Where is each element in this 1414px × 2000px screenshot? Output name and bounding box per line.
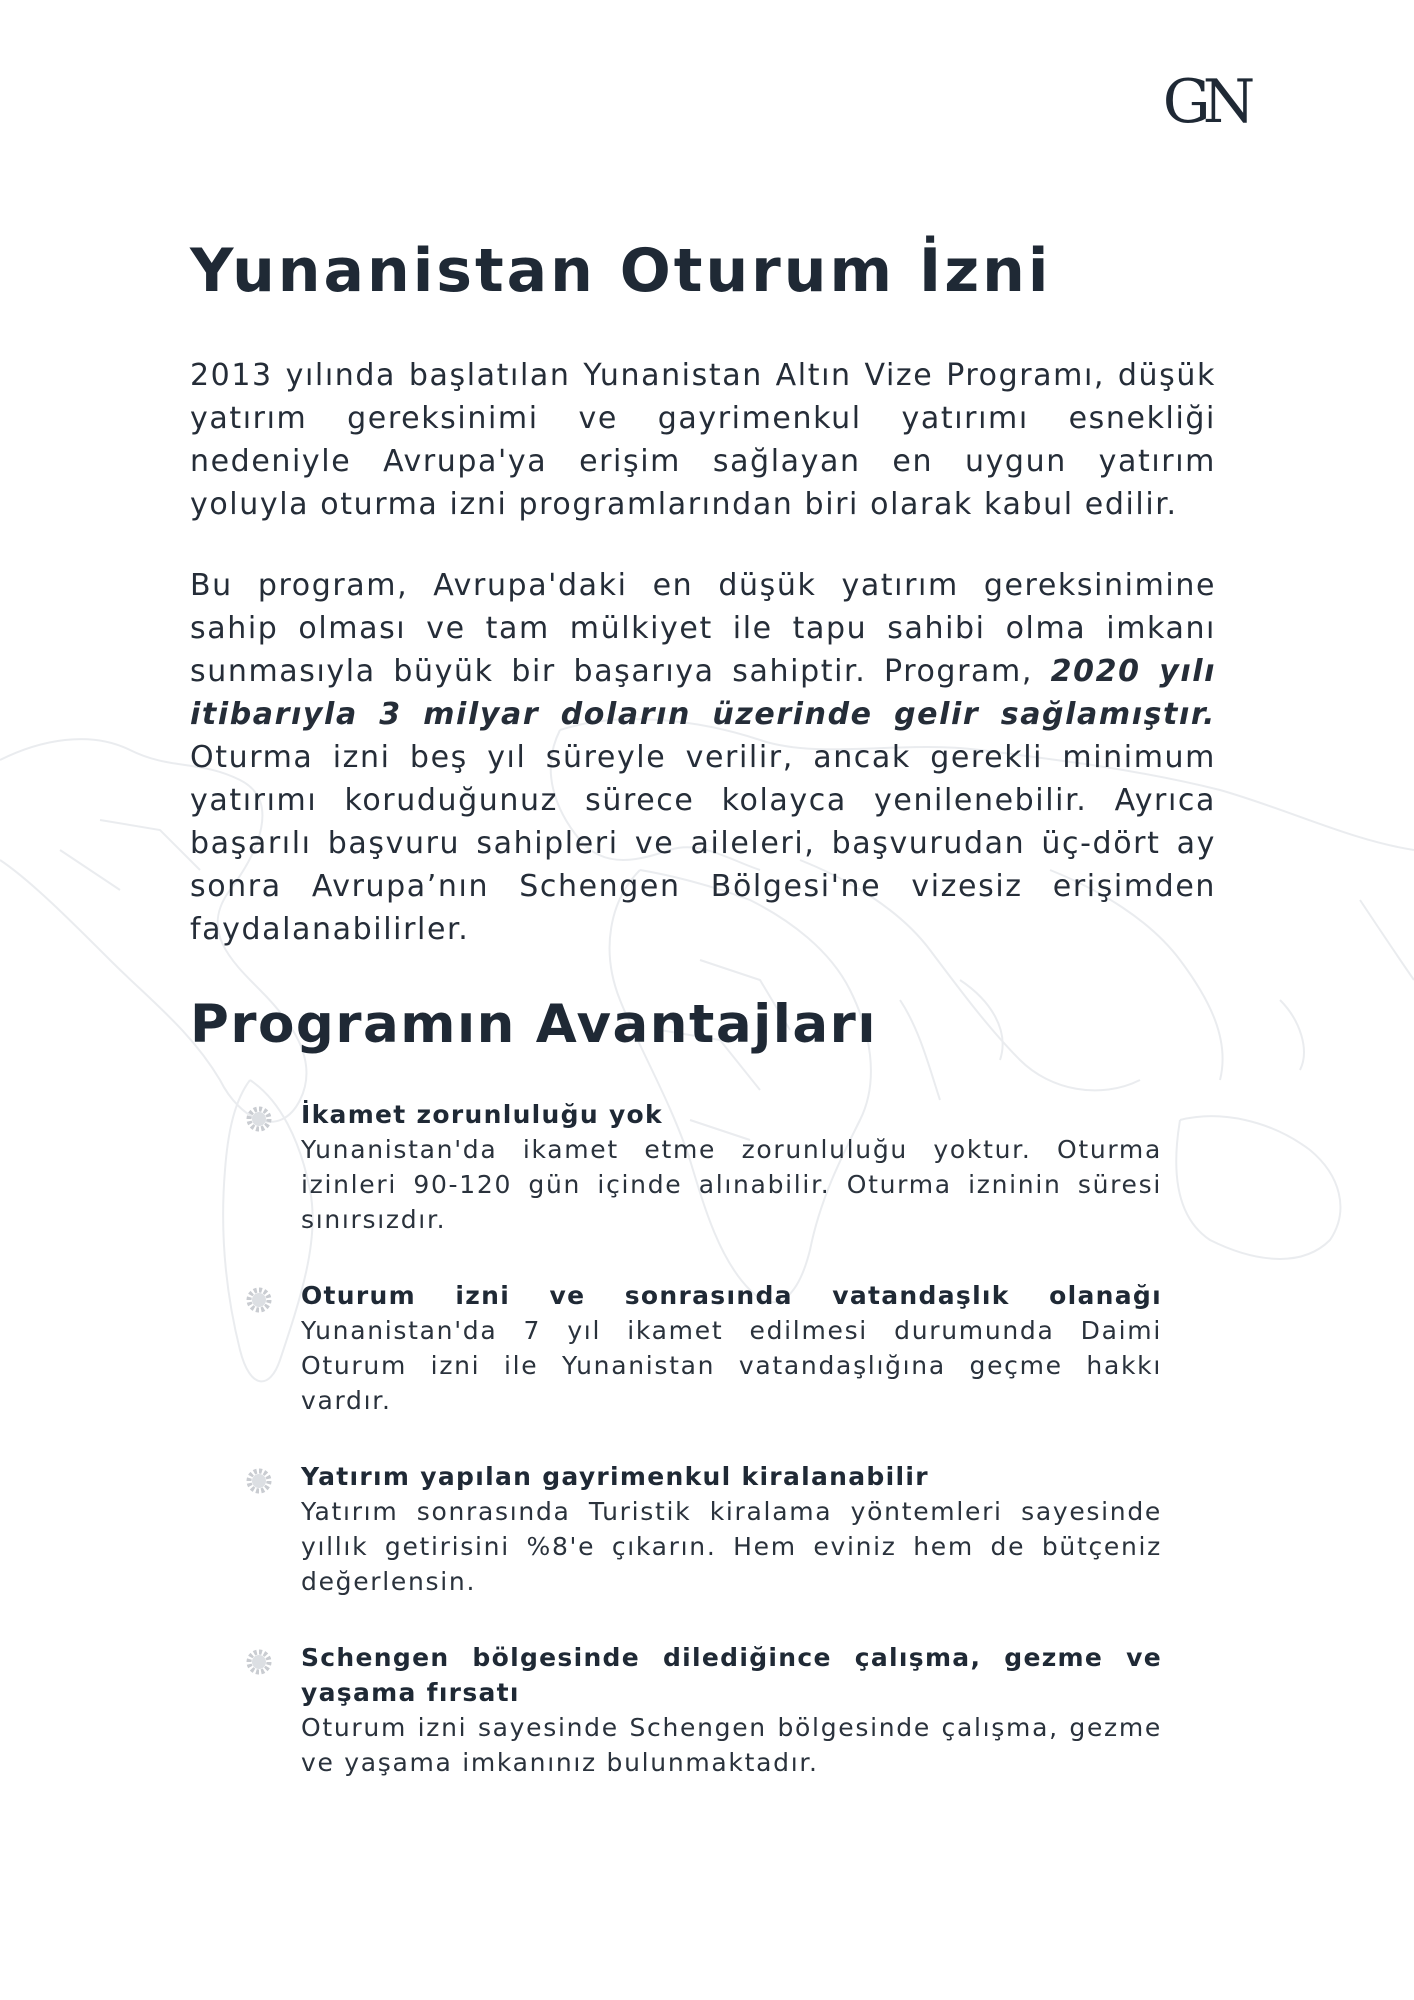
revenue-highlight: 2020 yılı itibarıyla 3 milyar doların üzerinde gelir sağlamıştır.	[190, 654, 1216, 732]
advantage-title: Yatırım yapılan gayrimenkul kiralanabilir	[301, 1462, 929, 1491]
advantages-title: Programın Avantajları	[190, 994, 877, 1055]
advantage-description: Oturum izni sayesinde Schengen bölgesinde çalışma, gezme ve yaşama imkanınız bulunmaktadır.	[301, 1713, 1162, 1777]
gear-bullet-icon	[245, 1648, 273, 1676]
advantage-title: İkamet zorunluluğu yok	[301, 1100, 663, 1129]
page-title: Yunanistan Oturum İzni	[190, 236, 1052, 306]
gear-bullet-icon	[245, 1286, 273, 1314]
advantage-title: Schengen bölgesinde dilediğince çalışma, gezme ve yaşama fırsatı	[301, 1643, 1162, 1707]
gear-bullet-icon	[245, 1467, 273, 1495]
advantage-item-schengen	[245, 1640, 1162, 1780]
advantage-description: Yunanistan'da 7 yıl ikamet edilmesi durumunda Daimi Oturum izni ile Yunanistan vatandaşlığına geçme hakkı vardır.	[301, 1316, 1162, 1415]
advantage-item-no-residency	[245, 1097, 1162, 1237]
gear-bullet-icon	[245, 1105, 273, 1133]
intro-paragraph-2-end: Oturma izni beş yıl süreyle verilir, ancak gerekli minimum yatırımı koruduğunuz sürece kolayca yenilenebilir. Ayrıca başarılı başvuru sahipleri ve aileleri, başvurudan üç-dört ay sonra Avrupa’nın Schengen Bölgesi'ne vizesiz erişimden faydalanabilirler.	[190, 740, 1216, 947]
advantage-item-rentable	[245, 1459, 1162, 1599]
intro-paragraph-2	[190, 564, 1216, 951]
advantage-description: Yatırım sonrasında Turistik kiralama yöntemleri sayesinde yıllık getirisini %8'e çıkarın. Hem eviniz hem de bütçeniz değerlensin.	[301, 1497, 1162, 1596]
advantage-title: Oturum izni ve sonrasında vatandaşlık olanağı	[301, 1281, 1162, 1310]
intro-paragraph-2-start: Bu program, Avrupa'daki en düşük yatırım gereksinimine sahip olması ve tam mülkiyet ile tapu sahibi olma imkanı sunmasıyla büyük bir başarıya sahiptir. Program,	[190, 568, 1216, 689]
advantage-item-citizenship	[245, 1278, 1162, 1418]
gn-logo	[1150, 66, 1260, 136]
svg-text:GN: GN	[1162, 67, 1248, 136]
advantage-description: Yunanistan'da ikamet etme zorunluluğu yoktur. Oturma izinleri 90-120 gün içinde alınabilir. Oturma izninin süresi sınırsızdır.	[301, 1135, 1162, 1234]
advantages-list	[245, 1097, 1162, 1821]
intro-paragraph-1: 2013 yılında başlatılan Yunanistan Altın Vize Programı, düşük yatırım gereksinimi ve gayrimenkul yatırımı esnekliği nedeniyle Avrupa'ya erişim sağlayan en uygun yatırım yoluyla oturma izni programlarından biri olarak kabul edilir.	[190, 358, 1216, 522]
